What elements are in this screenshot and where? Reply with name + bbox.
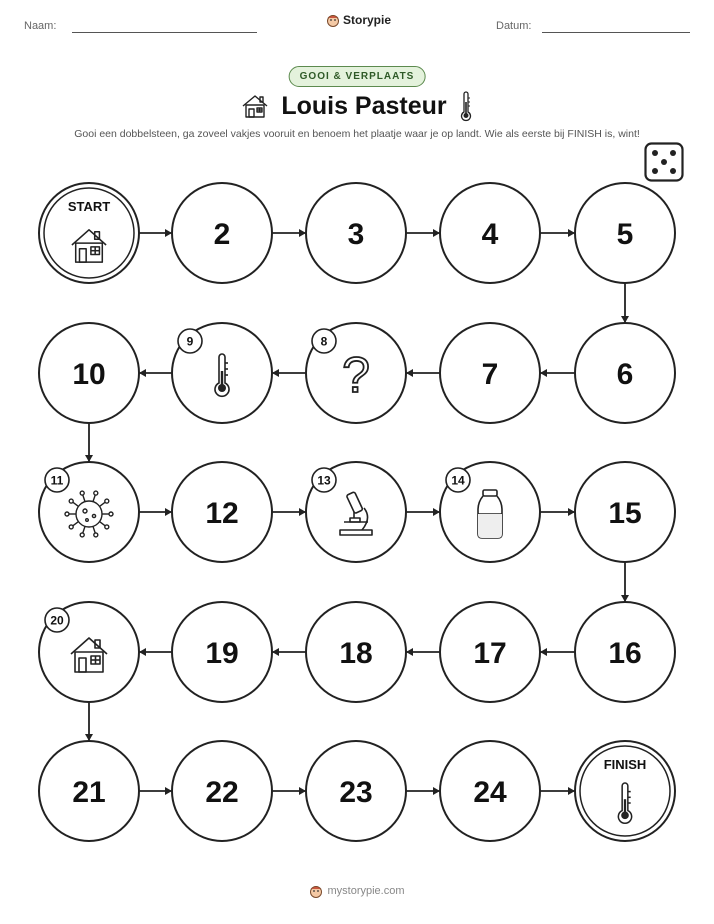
board-space [306, 323, 406, 423]
space-number: 23 [339, 776, 373, 809]
space-number: 5 [616, 218, 634, 251]
brand-name: Storypie [343, 13, 392, 27]
name-label: Naam: [24, 20, 57, 32]
space-number: 24 [473, 776, 507, 809]
arrow-head [568, 787, 575, 795]
pie-mascot-icon [309, 884, 323, 898]
board-space [172, 323, 272, 423]
board-space [575, 323, 675, 423]
board-space [440, 183, 540, 283]
space-number-badge [45, 608, 69, 632]
badge-number: 13 [317, 473, 331, 488]
space-number: 19 [205, 637, 239, 670]
arrow-head [540, 369, 547, 377]
arrow-head [568, 508, 575, 516]
arrow-head [85, 455, 93, 462]
space-number: 16 [608, 637, 642, 670]
badge-number: 11 [50, 473, 64, 488]
arrow-head [85, 734, 93, 741]
space-number: 18 [339, 637, 373, 670]
space-number: 21 [72, 776, 106, 809]
board-space [306, 462, 406, 562]
board-space [575, 462, 675, 562]
space-number: 7 [481, 358, 499, 391]
instructions: Gooi een dobbelsteen, ga zoveel vakjes vooruit en benoem het plaatje waar je op landt. Wie als eerste bij FINISH is, wint! [74, 128, 640, 140]
arrow-head [433, 787, 440, 795]
board-space [39, 183, 139, 283]
space-label: START [67, 199, 111, 214]
footer [0, 884, 714, 898]
space-number: 3 [347, 218, 365, 251]
activity-badge: GOOI & VERPLAATS [289, 66, 426, 87]
arrow-head [299, 229, 306, 237]
footer-url: mystorypie.com [327, 885, 405, 897]
space-number: 2 [213, 218, 231, 251]
board-space [575, 183, 675, 283]
badge-number: 14 [451, 473, 465, 488]
board-space [440, 462, 540, 562]
space-number-badge [312, 329, 336, 353]
arrow-head [165, 508, 172, 516]
arrow-head [621, 316, 629, 323]
board-space [440, 323, 540, 423]
space-circle [575, 741, 675, 841]
space-number-badge [178, 329, 202, 353]
arrow-head [540, 648, 547, 656]
space-number-badge [45, 468, 69, 492]
page-title: Louis Pasteur [281, 91, 447, 120]
arrow-head [165, 787, 172, 795]
arrow-head [406, 648, 413, 656]
board-space [172, 741, 272, 841]
space-number-badge [312, 468, 336, 492]
board-space [39, 462, 139, 562]
space-number: 22 [205, 776, 239, 809]
arrow-head [139, 648, 146, 656]
board-space [172, 602, 272, 702]
arrow-head [165, 229, 172, 237]
board-space [440, 741, 540, 841]
space-number: 15 [608, 497, 642, 530]
badge-number: 20 [50, 613, 64, 628]
board-space [306, 602, 406, 702]
arrow-head [272, 369, 279, 377]
board-space [39, 323, 139, 423]
space-number: 4 [481, 218, 499, 251]
board-space [39, 741, 139, 841]
date-label: Datum: [496, 20, 532, 32]
arrow-head [433, 229, 440, 237]
space-label: FINISH [603, 757, 647, 772]
board-space [306, 183, 406, 283]
arrow-head [299, 787, 306, 795]
board-space [575, 741, 675, 841]
space-number: 12 [205, 497, 239, 530]
arrow-head [621, 595, 629, 602]
arrow-head [139, 369, 146, 377]
board-space [306, 741, 406, 841]
board-space [440, 602, 540, 702]
svg-text:?: ? [342, 347, 370, 403]
badge-number: 9 [186, 334, 194, 349]
space-number-badge [446, 468, 470, 492]
space-number: 17 [473, 637, 507, 670]
badge-number: 8 [320, 334, 328, 349]
board-space [575, 602, 675, 702]
board-space [39, 602, 139, 702]
space-number: 6 [616, 358, 634, 391]
question-icon [342, 347, 370, 403]
arrow-head [272, 648, 279, 656]
space-number: 10 [72, 358, 106, 391]
arrow-head [406, 369, 413, 377]
board-space [172, 462, 272, 562]
arrow-head [568, 229, 575, 237]
arrow-head [433, 508, 440, 516]
space-circle [39, 183, 139, 283]
board-space [172, 183, 272, 283]
arrow-head [299, 508, 306, 516]
